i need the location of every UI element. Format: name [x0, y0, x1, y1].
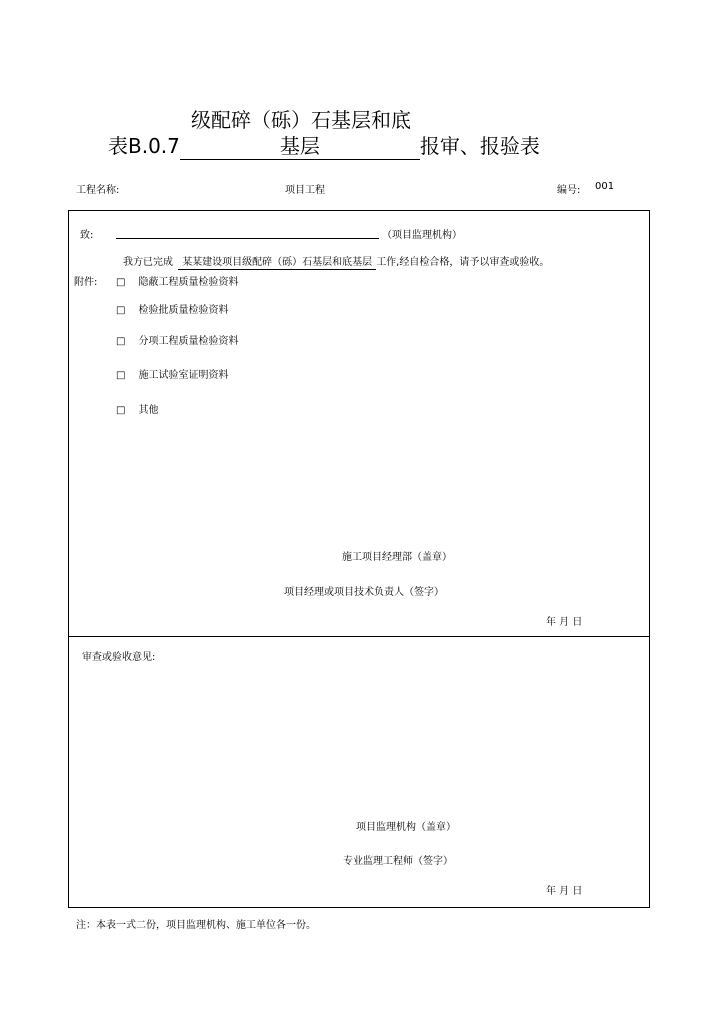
attachment-label: 分项工程质量检验资料: [138, 336, 239, 347]
attachment-label: 检验批质量检验资料: [138, 305, 229, 316]
checkbox-icon[interactable]: □: [116, 277, 126, 288]
attachments-label: 附件:: [74, 277, 98, 288]
attachment-item-2: [116, 301, 228, 316]
contractor-seal-label: 施工项目经理部（盖章）: [342, 552, 452, 563]
attachment-label: 其他: [138, 405, 159, 416]
supervision-seal-label: 项目监理机构（盖章）: [356, 822, 456, 833]
checkbox-icon[interactable]: □: [116, 305, 126, 316]
attachment-item-4: [116, 366, 228, 381]
number-label: 编号:: [557, 185, 581, 196]
number-value: 001: [595, 181, 615, 192]
footer-note: 注：本表一式二份，项目监理机构、施工单位各一份。: [76, 920, 316, 931]
supervisor-sign-label: 专业监理工程师（签字）: [343, 856, 453, 867]
upper-date: 年 月 日: [546, 617, 583, 628]
project-name-label: 工程名称:: [76, 185, 120, 196]
checkbox-icon[interactable]: □: [116, 370, 126, 381]
checkbox-icon[interactable]: □: [116, 405, 126, 416]
statement-work: 某某建设项目级配碎（砾）石基层和底基层: [182, 257, 373, 268]
title-underline-blank: [180, 130, 420, 160]
attachment-item-5: [116, 401, 158, 416]
title-line-2: [108, 130, 540, 160]
statement-prefix: 我方已完成: [123, 257, 173, 268]
attachment-label: 隐蔽工程质量检验资料: [138, 277, 239, 288]
title-suffix: 报审、报验表: [419, 134, 540, 158]
supervision-org-label: （项目监理机构）: [382, 230, 462, 241]
title-form-number: 表B.0.7: [108, 134, 180, 158]
title-line-1: 级配碎（砾）石基层和底: [191, 108, 411, 132]
checkbox-icon[interactable]: □: [116, 336, 126, 347]
attachment-label: 施工试验室证明资料: [138, 370, 229, 381]
project-manager-sign-label: 项目经理或项目技术负责人（签字）: [284, 587, 444, 598]
project-name-value: 项目工程: [285, 185, 325, 196]
to-label: 致:: [80, 230, 94, 241]
statement-work-field: [178, 253, 376, 270]
lower-date: 年 月 日: [546, 886, 583, 897]
section-divider: [68, 636, 650, 637]
attachment-item-3: [116, 332, 238, 347]
attachment-item-1: [116, 273, 238, 288]
title-middle: 基层: [279, 134, 320, 158]
statement-line: [123, 253, 549, 270]
review-opinion-label: 审查或验收意见:: [82, 652, 156, 663]
statement-suffix: 工作,经自检合格，请予以审查或验收。: [376, 257, 550, 268]
to-underline: [116, 238, 379, 239]
